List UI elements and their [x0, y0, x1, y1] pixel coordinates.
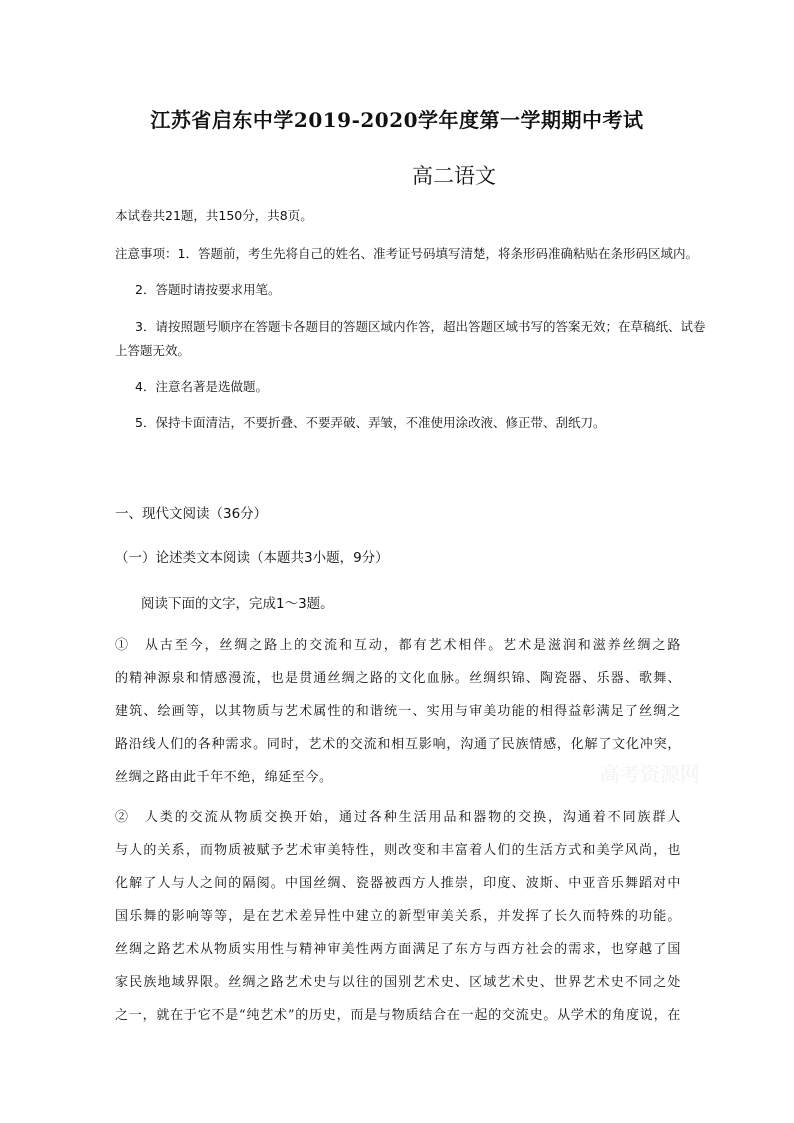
note-3-line-1: 3．请按照题号顺序在答题卡各题目的答题区域内作答，超出答题区域书写的答案无效；在草稿纸、试卷	[135, 319, 706, 334]
passage-line: 国乐舞的影响等等，是在艺术差异性中建立的新型审美关系，并发挥了长久而特殊的功能。	[115, 909, 681, 924]
note-3-line-2: 上答题无效。	[115, 343, 191, 358]
note-5: 5．保持卡面清洁，不要折叠、不要弄破、弄皱，不准使用涂改液、修正带、刮纸刀。	[135, 415, 606, 430]
passage-line: ① 从古至今，丝绸之路上的交流和互动，都有艺术相伴。艺术是滋润和滋养丝绸之路	[115, 638, 681, 653]
passage-line: 家民族地域界限。丝绸之路艺术史与以往的国别艺术史、区域艺术史、世界艺术史不同之处	[115, 975, 681, 990]
passage-line: 建筑、绘画等，以其物质与艺术属性的和谐统一、实用与审美功能的相得益彰满足了丝绸之	[115, 704, 681, 719]
exam-summary: 本试卷共21题，共150分，共8页。	[115, 208, 313, 223]
reading-prompt: 阅读下面的文字，完成1～3题。	[141, 596, 334, 612]
passage-line: 化解了人与人之间的隔阂。中国丝绸、瓷器被西方人推崇，印度、波斯、中亚音乐舞蹈对中	[115, 876, 681, 891]
document-subtitle: 高二语文	[412, 164, 496, 188]
passage-line: 之一，就在于它不是“纯艺术”的历史，而是与物质结合在一起的交流史。从学术的角度说，在	[115, 1008, 681, 1023]
passage-line: 与人的关系，而物质被赋予艺术审美特性，则改变和丰富着人们的生活方式和美学风尚，也	[115, 843, 681, 858]
passage-line: ② 人类的交流从物质交换开始，通过各种生活用品和器物的交换，沟通着不同族群人	[115, 810, 681, 825]
notes-line-1: 注意事项：1．答题前，考生先将自己的姓名、准考证号码填写清楚，将条形码准确粘贴在条形码区域内。	[115, 246, 698, 261]
passage-line: 丝绸之路艺术从物质实用性与精神审美性两方面满足了东方与西方社会的需求，也穿越了国	[115, 942, 681, 957]
section-heading-1-1: （一）论述类文本阅读（本题共3小题，9分）	[115, 550, 389, 566]
note-2: 2．答题时请按要求用笔。	[135, 282, 281, 297]
passage-line: 丝绸之路由此千年不绝，绵延至今。	[115, 770, 333, 785]
passage-line: 的精神源泉和情感漫流，也是贯通丝绸之路的文化血脉。丝绸织锦、陶瓷器、乐器、歌舞、	[115, 671, 681, 686]
watermark: 高考资源网	[600, 762, 700, 786]
note-4: 4．注意名著是选做题。	[135, 379, 268, 394]
section-heading-1: 一、现代文阅读（36分）	[115, 506, 268, 522]
passage-line: 路沿线人们的各种需求。同时，艺术的交流和相互影响，沟通了民族情感，化解了文化冲突，	[115, 737, 681, 752]
document-title: 江苏省启东中学2019-2020学年度第一学期期中考试	[150, 108, 644, 132]
